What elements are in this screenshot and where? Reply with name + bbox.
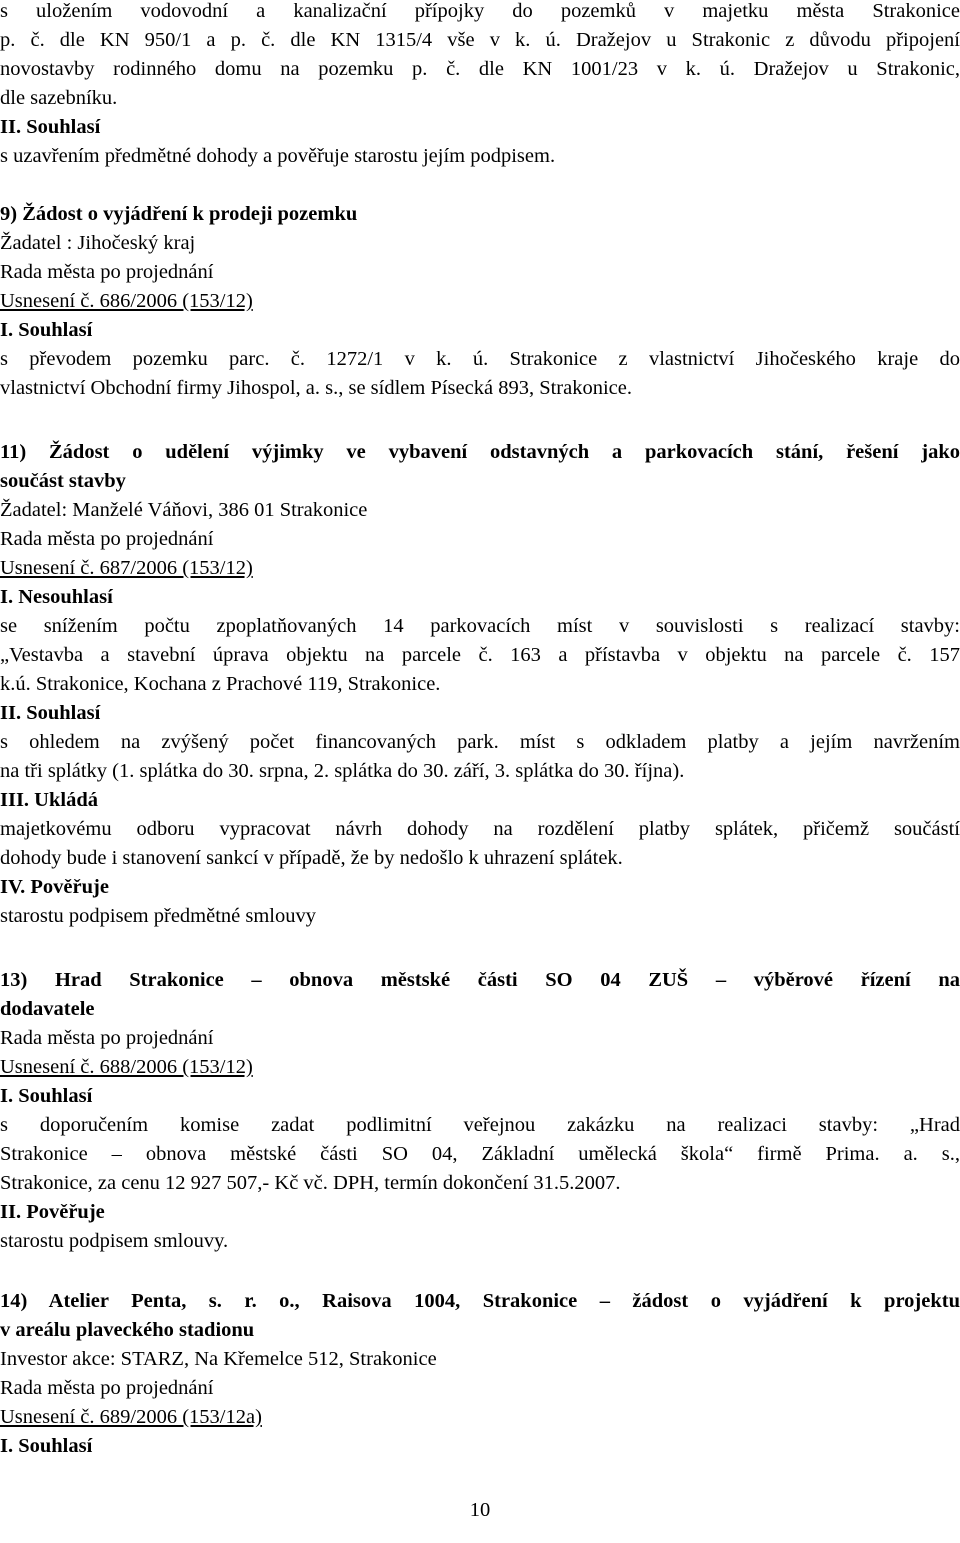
intro-heading-2: II. Souhlasí: [0, 116, 101, 138]
item9-heading-1: I. Souhlasí: [0, 319, 93, 341]
item13-resolution: Usnesení č. 688/2006 (153/12): [0, 1056, 253, 1078]
item11-title-line-2: součást stavby: [0, 470, 126, 492]
item11-text-1-line-3: k.ú. Strakonice, Kochana z Prachové 119, Strakonice.: [0, 673, 441, 695]
item14-heading-1: I. Souhlasí: [0, 1435, 93, 1457]
item9-text-1-line-2: vlastnictví Obchodní firmy Jihospol, a. s., se sídlem Písecká 893, Strakonice.: [0, 377, 632, 399]
item13-council: Rada města po projednání: [0, 1027, 214, 1049]
item9-text-1-line-1: s převodem pozemku parc. č. 1272/1 v k. ú. Strakonice z vlastnictví Jihočeského kraje do: [0, 348, 960, 370]
item13-heading-2: II. Pověřuje: [0, 1201, 105, 1223]
item11-text-2-line-2: na tři splátky (1. splátka do 30. srpna, 2. splátka do 30. září, 3. splátka do 30. října).: [0, 760, 685, 782]
item9-council: Rada města po projednání: [0, 261, 214, 283]
item11-heading-1: I. Nesouhlasí: [0, 586, 113, 608]
item14-investor: Investor akce: STARZ, Na Křemelce 512, Strakonice: [0, 1348, 437, 1370]
item13-text-1-line-1: s doporučením komise zadat podlimitní veřejnou zakázku na realizaci stavby: „Hrad: [0, 1114, 960, 1136]
intro-line-4: dle sazebníku.: [0, 87, 118, 109]
intro-line-2: p. č. dle KN 950/1 a p. č. dle KN 1315/4 vše v k. ú. Dražejov u Strakonic z důvodu připojení: [0, 29, 960, 51]
item11-council: Rada města po projednání: [0, 528, 214, 550]
item14-council: Rada města po projednání: [0, 1377, 214, 1399]
item14-title-line-2: v areálu plaveckého stadionu: [0, 1319, 255, 1341]
intro-text-2: s uzavřením předmětné dohody a pověřuje starostu jejím podpisem.: [0, 145, 556, 167]
item9-title: 9) Žádost o vyjádření k prodeji pozemku: [0, 203, 358, 225]
item13-heading-1: I. Souhlasí: [0, 1085, 93, 1107]
item11-resolution: Usnesení č. 687/2006 (153/12): [0, 557, 253, 579]
item13-title-line-2: dodavatele: [0, 998, 95, 1020]
intro-line-1: s uložením vodovodní a kanalizační přípojky do pozemků v majetku města Strakonice: [0, 0, 960, 22]
item11-text-3-line-1: majetkovému odboru vypracovat návrh dohody na rozdělení platby splátek, přičemž součástí: [0, 818, 960, 840]
item11-heading-2: II. Souhlasí: [0, 702, 101, 724]
item13-title-line-1: 13) Hrad Strakonice – obnova městské části SO 04 ZUŠ – výběrové řízení na: [0, 969, 960, 991]
item11-text-2-line-1: s ohledem na zvýšený počet financovaných park. míst s odkladem platby a jejím navržením: [0, 731, 960, 753]
item14-title-line-1: 14) Atelier Penta, s. r. o., Raisova 1004, Strakonice – žádost o vyjádření k projektu: [0, 1290, 960, 1312]
item9-applicant: Žadatel : Jihočeský kraj: [0, 232, 196, 254]
intro-line-3: novostavby rodinného domu na pozemku p. č. dle KN 1001/23 v k. ú. Dražejov u Strakonic,: [0, 58, 960, 80]
item11-heading-3: III. Ukládá: [0, 789, 98, 811]
item11-heading-4: IV. Pověřuje: [0, 876, 109, 898]
item13-text-1-line-2: Strakonice – obnova městské části SO 04, Základní umělecká škola“ firmě Prima. a. s.,: [0, 1143, 960, 1165]
item11-text-3-line-2: dohody bude i stanovení sankcí v případě, že by nedošlo k uhrazení splátek.: [0, 847, 623, 869]
item11-applicant: Žadatel: Manželé Váňovi, 386 01 Strakonice: [0, 499, 368, 521]
item11-title-line-1: 11) Žádost o udělení výjimky ve vybavení odstavných a parkovacích stání, řešení jako: [0, 441, 960, 463]
item13-text-2: starostu podpisem smlouvy.: [0, 1230, 229, 1252]
item9-resolution: Usnesení č. 686/2006 (153/12): [0, 290, 253, 312]
item11-text-1-line-1: se snížením počtu zpoplatňovaných 14 parkovacích míst v souvislosti s realizací stavby:: [0, 615, 960, 637]
item11-text-4: starostu podpisem předmětné smlouvy: [0, 905, 316, 927]
item14-resolution: Usnesení č. 689/2006 (153/12a): [0, 1406, 262, 1428]
item11-text-1-line-2: „Vestavba a stavební úprava objektu na parcele č. 163 a přístavba v objektu na parcele č. 157: [0, 644, 960, 666]
page-number: 10: [469, 1499, 491, 1521]
item13-text-1-line-3: Strakonice, za cenu 12 927 507,- Kč vč. DPH, termín dokončení 31.5.2007.: [0, 1172, 621, 1194]
